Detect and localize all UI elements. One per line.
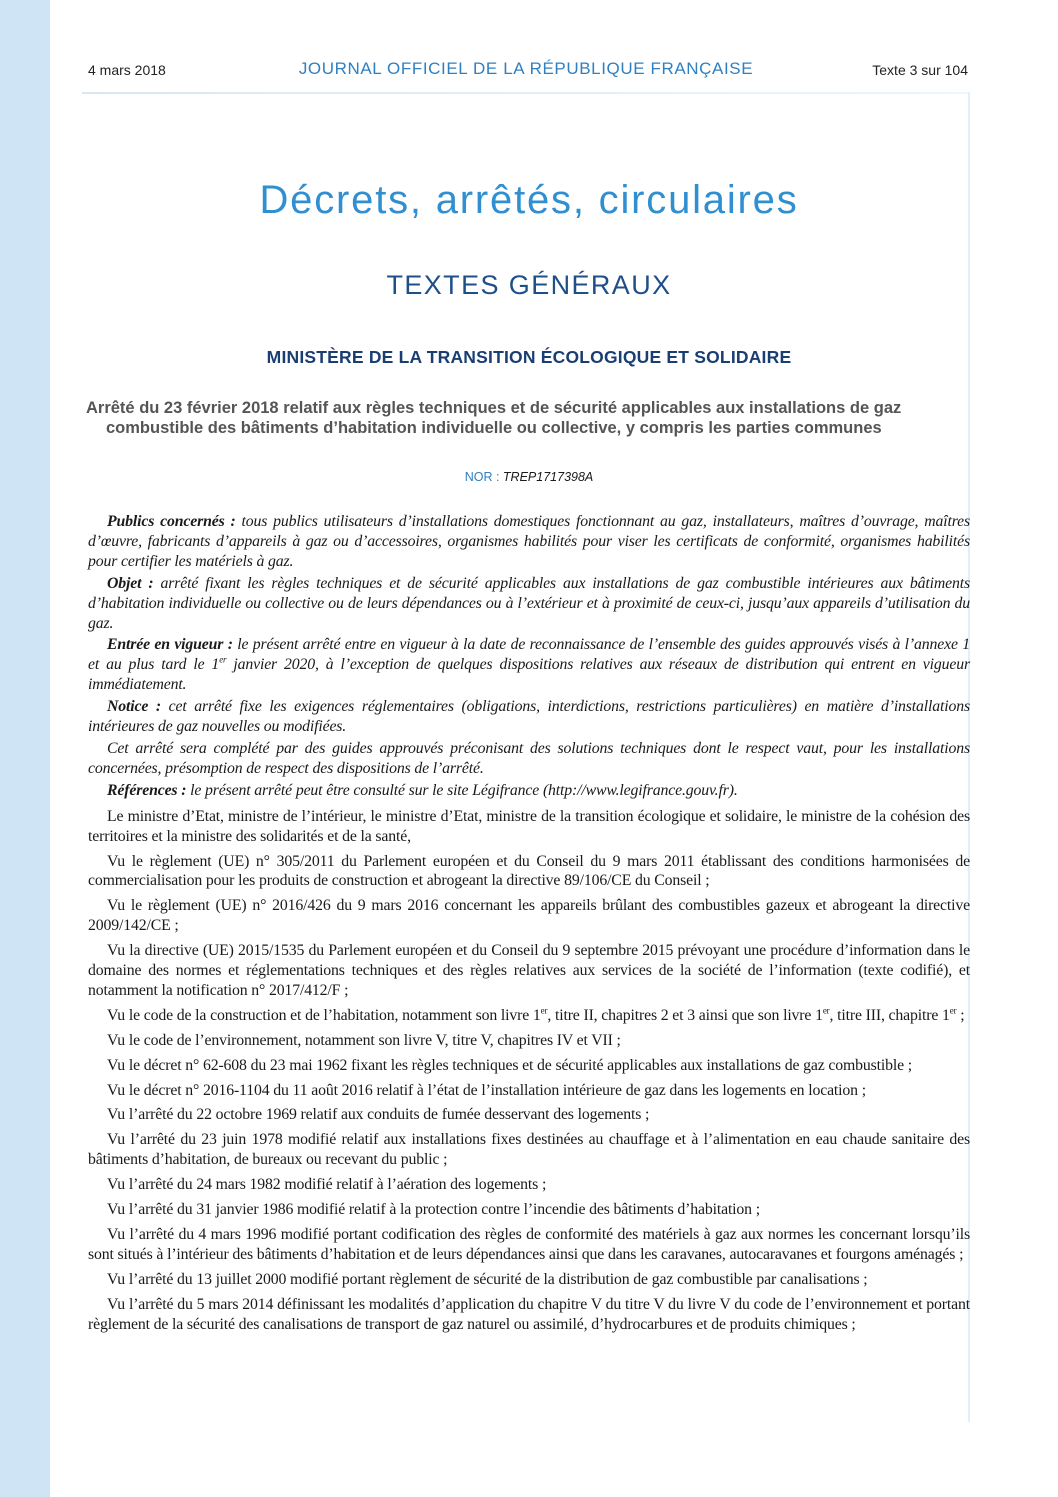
page-header (82, 59, 970, 84)
visa-paragraph: Vu l’arrêté du 31 janvier 1986 modifié relatif à la protection contre l’incendie des bâtiments d’habitation ; (107, 1201, 760, 1219)
references-label: Références : (107, 781, 187, 799)
objet-label: Objet : (107, 574, 154, 592)
document-body (88, 512, 970, 1340)
header-date: 4 mars 2018 (88, 62, 166, 78)
visa-text: , titre III, chapitre 1 (829, 1006, 950, 1024)
visa-paragraph: Vu le code de l’environnement, notamment son livre V, titre V, chapitres IV et VII ; (107, 1031, 621, 1049)
summary-notice (88, 697, 970, 737)
ministry-heading: MINISTÈRE DE LA TRANSITION ÉCOLOGIQUE ET SOLIDAIRE (266, 347, 792, 367)
entree-text-1: le présent arrêté entre en vigueur à la date de reconnaissance de l’ensemble des guides approuvés visés à l’annexe 1 et au plus tard le 1 (88, 636, 970, 674)
visa-paragraph: Vu le décret n° 62-608 du 23 mai 1962 fixant les règles techniques et de sécurité applicables aux installations de gaz combustible ; (107, 1056, 913, 1074)
visa-sup: er (540, 1005, 548, 1016)
nor-value: TREP1717398A (502, 470, 594, 484)
notice-text: cet arrêté fixe les exigences réglementaires (obligations, interdictions, restrictions particulières) en matière d’installations intérieures de gaz nouvelles ou modifiées. (88, 698, 970, 736)
section-title: TEXTES GÉNÉRAUX (386, 270, 672, 300)
main-title: Décrets, arrêtés, circulaires (259, 178, 799, 222)
nor-label: NOR : (464, 470, 503, 484)
summary-entree (88, 635, 970, 695)
summary-objet (88, 574, 970, 634)
visa-paragraph: Vu le décret n° 2016-1104 du 11 août 2016 relatif à l’état de l’installation intérieure de gaz dans les logements en location ; (107, 1081, 866, 1099)
visa-text: ; (956, 1006, 965, 1024)
visa-paragraph: Vu le règlement (UE) n° 2016/426 du 9 mars 2016 concernant les appareils brûlant des combustibles gazeux et abrogeant la directive 2009/142/CE ; (88, 897, 970, 935)
visa-text: Vu le code de la construction et de l’habitation, notamment son livre 1 (107, 1006, 541, 1024)
visa-paragraph: Vu l’arrêté du 13 juillet 2000 modifié portant règlement de sécurité de la distribution de gaz combustible par canalisations ; (107, 1270, 868, 1288)
visa-paragraph: Vu l’arrêté du 24 mars 1982 modifié relatif à l’aération des logements ; (107, 1176, 547, 1194)
intro-paragraph: Le ministre d’Etat, ministre de l’intérieur, le ministre d’Etat, ministre de la transition écologique et solidaire, le ministre de la cohésion des territoires et la ministre des solidarités et de la santé, (88, 807, 970, 845)
visa-sup: er (949, 1005, 957, 1016)
publics-label: Publics concernés : (107, 513, 236, 530)
header-divider (82, 92, 970, 94)
entree-sup: er (219, 655, 227, 666)
visa-sup: er (822, 1005, 830, 1016)
summary-publics (88, 512, 970, 572)
entree-label: Entrée en vigueur : (107, 636, 233, 654)
summary-references (88, 781, 970, 801)
header-text-number: Texte 3 sur 104 (872, 62, 968, 78)
summary-block (88, 512, 970, 801)
visa-paragraph: Vu le règlement (UE) n° 305/2011 du Parlement européen et du Conseil du 9 mars 2011 établissant des conditions harmonisées de commercialisation pour les produits de construction et abrogeant la directive 89/106/CE du Conseil ; (88, 852, 970, 890)
nor-reference (0, 470, 1058, 484)
visa-paragraph: Vu l’arrêté du 22 octobre 1969 relatif aux conduits de fumée desservant des logements ; (107, 1106, 650, 1124)
header-journal-name: JOURNAL OFFICIEL DE LA RÉPUBLIQUE FRANÇAISE (298, 59, 754, 78)
publics-text: tous publics utilisateurs d’installations domestiques fonctionnant au gaz, installateurs, maîtres d’ouvrage, maîtres d’œuvre, fabricants d’appareils à gaz ou d’accessoires, organismes habilités pour viser les certificats de conformité, organismes habilités pour certifier les matériels à gaz. (88, 513, 971, 570)
notice-label: Notice : (107, 698, 161, 716)
visa-paragraph: Vu l’arrêté du 5 mars 2014 définissant les modalités d’application du chapitre V du titre V du livre V du code de l’environnement et portant règlement de la sécurité des canalisations de transport de gaz naturel ou assimilé, d’hydrocarbures et de produits chimiques ; (88, 1295, 970, 1333)
visa-paragraph (88, 1006, 970, 1026)
left-margin-band (0, 0, 50, 1497)
entree-text-2: janvier 2020, à l’exception de quelques dispositions relatives aux réseaux de distribution qui entrent en vigueur immédiatement. (88, 656, 971, 694)
visa-paragraph: Vu l’arrêté du 23 juin 1978 modifié relatif aux installations fixes destinées au chauffage et à l’alimentation en eau chaude sanitaire des bâtiments d’habitation, de bureaux ou recevant du public ; (88, 1131, 970, 1169)
arrete-title: Arrêté du 23 février 2018 relatif aux règles techniques et de sécurité applicables aux installations de gaz combustible des bâtiments d’habitation individuelle ou collective, y compris les parties communes (86, 399, 902, 437)
references-text: le présent arrêté peut être consulté sur le site Légifrance (http://www.legifrance.gouv.fr). (186, 781, 738, 799)
summary-complement: Cet arrêté sera complété par des guides approuvés préconisant des solutions techniques dont le respect vaut, pour les installations concernées, présomption de respect des dispositions de l’arrêté. (88, 739, 970, 777)
visa-block (88, 807, 970, 1335)
visa-text: , titre II, chapitres 2 et 3 ainsi que son livre 1 (547, 1006, 823, 1024)
visa-paragraph: Vu l’arrêté du 4 mars 1996 modifié portant codification des règles de conformité des matériels à gaz aux normes les concernant lorsqu’ils sont situés à l’intérieur des bâtiments d’habitation et de leurs dépendances ainsi que dans les caravanes, autocaravanes et fourgons aménagés ; (88, 1226, 970, 1263)
visa-paragraph: Vu la directive (UE) 2015/1535 du Parlement européen et du Conseil du 9 septembre 2015 prévoyant une procédure d’information dans le domaine des normes et réglementations techniques et des règles relatives aux services de la société de l’information (texte codifié), et notamment la notification n° 2017/412/F ; (88, 942, 970, 999)
objet-text: arrêté fixant les règles techniques et de sécurité applicables aux installations de gaz combustible intérieures aux bâtiments d’habitation individuelle ou collective ou de leurs dépendances ou à l’extérieur et à proximité de ceux-ci, jusqu’aux appareils d’utilisation du gaz. (88, 574, 970, 632)
